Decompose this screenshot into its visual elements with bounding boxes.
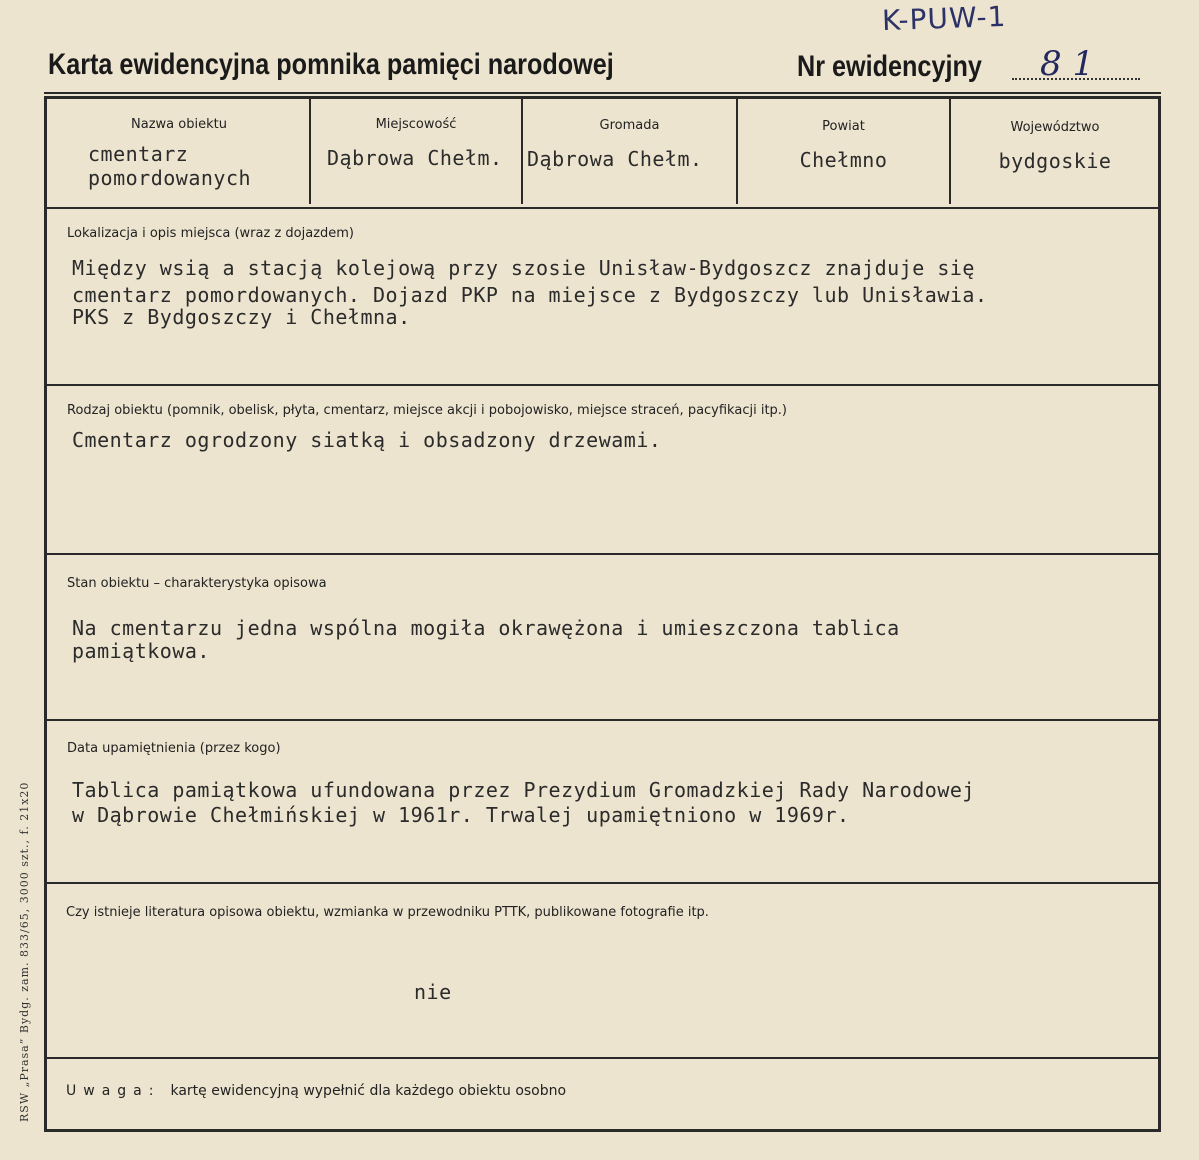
footer-note — [66, 1083, 566, 1099]
footer-note-label: Uwaga: — [66, 1083, 161, 1099]
value-object-name-line1: cmentarz — [88, 142, 189, 166]
footer-note-text: kartę ewidencyjną wypełnić dla każdego obiektu osobno — [170, 1083, 567, 1099]
condition-line-1: Na cmentarzu jedna wspólna mogiła okrawężona i umieszczona tablica — [72, 616, 900, 640]
column-label-object-name: Nazwa obiektu — [131, 117, 227, 132]
section-label-object-type: Rodzaj obiektu (pomnik, obelisk, płyta, cmentarz, miejsce akcji i pobojowisko, miejsce straceń, pacyfikacji itp.) — [67, 403, 787, 418]
section-divider — [44, 384, 1161, 386]
column-label-voivodeship: Województwo — [1010, 120, 1100, 135]
value-commune: Dąbrowa Chełm. — [527, 147, 703, 171]
section-label-literature: Czy istnieje literatura opisowa obiektu, wzmianka w przewodniku PTTK, publikowane fotografie itp. — [66, 905, 709, 920]
record-number-label: Nr ewidencyjny — [797, 50, 982, 83]
column-label-locality: Miejscowość — [375, 117, 457, 132]
card-title: Karta ewidencyjna pomnika pamięci narodowej — [48, 48, 614, 81]
handwritten-reference: K-PUW-1 — [881, 0, 1007, 38]
form-frame — [44, 96, 1161, 1132]
section-label-commemoration: Data upamiętnienia (przez kogo) — [67, 741, 281, 756]
section-divider — [44, 1057, 1161, 1059]
localization-line-2: cmentarz pomordowanych. Dojazd PKP na miejsce z Bydgoszczy lub Unisławia. — [72, 283, 988, 307]
printer-imprint: RSW „Prasa” Bydg. zam. 833/65, 3000 szt., f. 21x20 — [18, 781, 31, 1122]
value-object-name-line2: pomordowanych — [88, 166, 252, 190]
value-voivodeship: bydgoskie — [998, 149, 1112, 173]
commemoration-line-2: w Dąbrowie Chełmińskiej w 1961r. Trwalej upamiętniono w 1969r. — [72, 803, 850, 827]
section-label-localization: Lokalizacja i opis miejsca (wraz z dojazdem) — [67, 226, 354, 241]
section-divider — [44, 719, 1161, 721]
column-label-district: Powiat — [822, 119, 865, 134]
section-divider — [44, 207, 1161, 209]
value-locality: Dąbrowa Chełm. — [327, 146, 503, 170]
frame-top-rule — [44, 92, 1161, 94]
column-divider — [521, 98, 523, 204]
record-number-value: 8 1 — [1040, 44, 1095, 84]
section-divider — [44, 553, 1161, 555]
object-type-line-1: Cmentarz ogrodzony siatką i obsadzony drzewami. — [72, 428, 662, 452]
literature-value: nie — [414, 980, 452, 1004]
column-label-commune: Gromada — [599, 118, 660, 133]
localization-line-3: PKS z Bydgoszczy i Chełmna. — [72, 305, 411, 329]
localization-line-1: Między wsią a stacją kolejową przy szosie Unisław-Bydgoszcz znajduje się — [72, 256, 975, 280]
column-divider — [309, 98, 311, 204]
condition-line-2: pamiątkowa. — [72, 639, 210, 663]
value-district: Chełmno — [799, 148, 888, 172]
section-divider — [44, 882, 1161, 884]
commemoration-line-1: Tablica pamiątkowa ufundowana przez Prezydium Gromadzkiej Rady Narodowej — [72, 778, 975, 802]
section-label-condition: Stan obiektu – charakterystyka opisowa — [67, 576, 327, 591]
